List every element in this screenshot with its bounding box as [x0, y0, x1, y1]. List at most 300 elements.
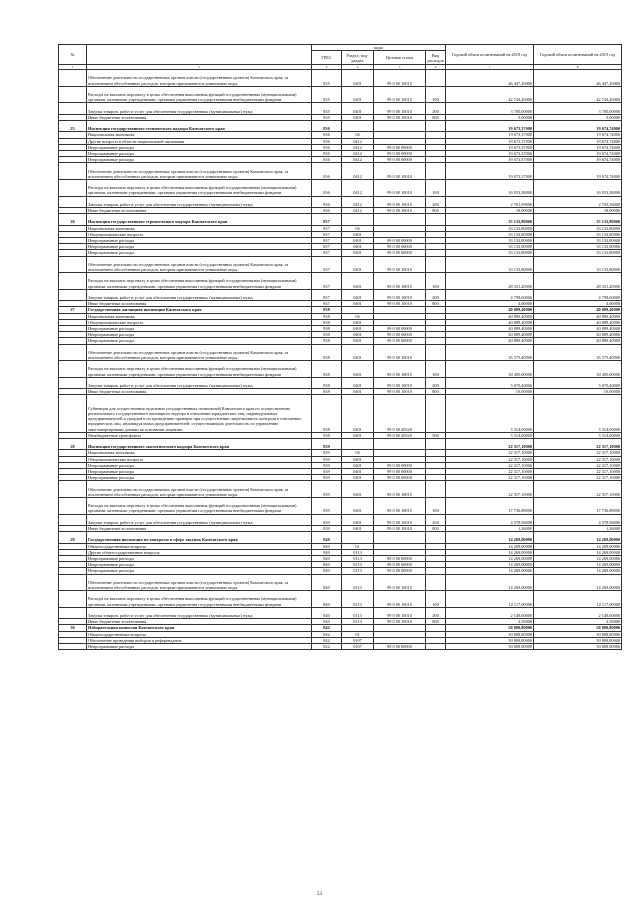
amount-2018-cell: 19 673,37000	[446, 163, 534, 180]
row-name-cell: Закупка товаров, работ и услуг для обеспечения государственных (муниципальных) нужд	[87, 607, 312, 618]
vr-cell: 100	[426, 179, 446, 196]
grbs-cell: 837	[312, 301, 342, 307]
vr-cell: 200	[426, 103, 446, 114]
grbs-cell: 838	[312, 307, 342, 313]
amount-2019-cell: 2 149,60000	[534, 607, 622, 618]
row-num-cell	[59, 70, 87, 87]
amount-2019-cell: 19 674,74000	[534, 163, 622, 180]
amount-2018-cell: 14 269,00000	[446, 555, 534, 561]
amount-2018-cell: 40 889,40000	[446, 332, 534, 338]
amount-2018-cell: 22 317,10000	[446, 450, 534, 456]
index-cell: 8	[534, 65, 622, 70]
row-num-cell	[59, 103, 87, 114]
grbs-cell: 838	[312, 344, 342, 361]
vr-cell: 800	[426, 207, 446, 213]
row-name-cell: Обеспечение деятельности государственных органов власти (государственных органов) Камчатского края, за исключением обособленных расходов, которым присваиваются уникальные коды.	[87, 481, 312, 498]
row-name-cell: Непрограммные расходы	[87, 325, 312, 331]
table-row	[59, 591, 622, 608]
amount-2018-cell: 19 673,37000	[446, 150, 534, 156]
row-name-cell: Иные бюджетные ассигнования	[87, 301, 312, 307]
csr-cell: 99 0 00 10010	[374, 344, 426, 361]
amount-2018-cell: 3,00000	[446, 114, 534, 120]
razdel-cell: 01	[342, 631, 374, 637]
amount-2018-cell: 19 673,37000	[446, 157, 534, 163]
razdel-cell: 0401	[342, 514, 374, 525]
vr-cell	[426, 214, 446, 225]
row-num-cell: 28	[59, 438, 87, 449]
amount-2018-cell: 14 269,00000	[446, 568, 534, 574]
organization-row	[59, 120, 622, 131]
grbs-cell: 835	[312, 70, 342, 87]
vr-cell: 200	[426, 514, 446, 525]
csr-cell: 99 0 00 00000	[374, 237, 426, 243]
csr-cell: 99 0 00 00000	[374, 462, 426, 468]
amount-2019-cell: 35 575,40000	[534, 344, 622, 361]
vr-cell: 100	[426, 497, 446, 514]
row-name-cell: Непрограммные расходы	[87, 332, 312, 338]
amount-2018-cell: 14 269,00000	[446, 543, 534, 549]
razdel-cell: 0401	[342, 395, 374, 432]
amount-2019-cell: 22 317,10000	[534, 468, 622, 474]
grbs-cell: 836	[312, 120, 342, 131]
grbs-cell: 836	[312, 132, 342, 138]
index-cell: 5	[374, 65, 426, 70]
amount-2019-cell: 33 133,80000	[534, 250, 622, 256]
razdel-cell	[342, 214, 374, 225]
vr-cell: 800	[426, 114, 446, 120]
amount-2018-cell: 10,00000	[446, 389, 534, 395]
vr-cell	[426, 70, 446, 87]
row-name-cell: Инспекция государственного строительного надзора Камчатского края	[87, 214, 312, 225]
razdel-cell: 0107	[342, 643, 374, 649]
razdel-cell: 01	[342, 543, 374, 549]
amount-2019-cell: 22 317,10000	[534, 481, 622, 498]
csr-cell: 99 0 00 10010	[374, 86, 426, 103]
razdel-cell: 04	[342, 450, 374, 456]
amount-2018-cell: 19 673,37000	[446, 138, 534, 144]
table-row	[59, 377, 622, 388]
amount-2019-cell: 22 317,10000	[534, 450, 622, 456]
razdel-cell: 0401	[342, 273, 374, 290]
amount-2019-cell: 40 889,40000	[534, 313, 622, 319]
row-name-cell: Расходы на выплаты персоналу в целях обеспечения выполнения функций государственными (муниципальными) органами, казенными учреждениями, органами управления государственными внебюджетными фондами	[87, 497, 312, 514]
amount-2019-cell: 17 736,88000	[534, 497, 622, 514]
grbs-cell: 836	[312, 144, 342, 150]
amount-2019-cell: 5 314,00000	[534, 432, 622, 438]
csr-cell: 99 0 00 10010	[374, 256, 426, 273]
row-num-cell	[59, 179, 87, 196]
razdel-cell	[342, 532, 374, 543]
csr-cell: 99 0 00 10010	[374, 301, 426, 307]
amount-2018-cell: 22 317,10000	[446, 481, 534, 498]
razdel-cell: 0401	[342, 475, 374, 481]
grbs-cell: 842	[312, 625, 342, 631]
vr-cell	[426, 256, 446, 273]
amount-2018-cell: 4,00000	[446, 301, 534, 307]
grbs-cell: 839	[312, 438, 342, 449]
grbs-cell: 838	[312, 313, 342, 319]
amount-2019-cell: 19 674,74000	[534, 138, 622, 144]
row-name-cell: Общегосударственные вопросы	[87, 543, 312, 549]
table-row	[59, 607, 622, 618]
amount-2019-cell: 4 578,96000	[534, 514, 622, 525]
row-num-cell	[59, 163, 87, 180]
amount-2018-cell: 22 317,10000	[446, 468, 534, 474]
razdel-cell: 0401	[342, 456, 374, 462]
grbs-cell: 840	[312, 591, 342, 608]
header-2018: Годовой объем ассигнований на 2018 год	[446, 45, 534, 65]
razdel-cell: 0113	[342, 568, 374, 574]
amount-2019-cell: 33 133,80000	[534, 231, 622, 237]
grbs-cell: 837	[312, 289, 342, 300]
row-name-cell: Непрограммные расходы	[87, 643, 312, 649]
grbs-cell: 839	[312, 497, 342, 514]
amount-2019-cell: 46 447,20000	[534, 70, 622, 87]
amount-2019-cell: 50 808,80000	[534, 637, 622, 643]
amount-2019-cell: 14 269,00000	[534, 562, 622, 568]
row-num-cell	[59, 86, 87, 103]
table-row	[59, 574, 622, 591]
csr-cell: 99 0 00 10010	[374, 103, 426, 114]
razdel-cell	[342, 120, 374, 131]
index-cell: 3	[312, 65, 342, 70]
amount-2018-cell: 19 673,37000	[446, 120, 534, 131]
vr-cell: 100	[426, 86, 446, 103]
amount-2018-cell: 46 447,20000	[446, 70, 534, 87]
row-name-cell: Непрограммные расходы	[87, 244, 312, 250]
razdel-cell: 0401	[342, 525, 374, 531]
header-vr: Вид расходов	[427, 52, 444, 63]
vr-cell	[426, 344, 446, 361]
vr-cell: 500	[426, 432, 446, 438]
row-name-cell: Обеспечение деятельности государственных органов власти (государственных органов) Камчатского края, за исключением обособленных расходов, которым присваиваются уникальные коды.	[87, 256, 312, 273]
table-row	[59, 86, 622, 103]
row-name-cell: Другие общегосударственные вопросы	[87, 549, 312, 555]
grbs-cell: 836	[312, 138, 342, 144]
grbs-cell: 836	[312, 196, 342, 207]
grbs-cell: 838	[312, 389, 342, 395]
row-num-cell: 26	[59, 214, 87, 225]
row-name-cell: Закупка товаров, работ и услуг для обеспечения государственных (муниципальных) нужд	[87, 103, 312, 114]
amount-2019-cell: 2,50000	[534, 619, 622, 625]
table-row	[59, 179, 622, 196]
razdel-cell: 0401	[342, 432, 374, 438]
amount-2018-cell: 33 133,80000	[446, 237, 534, 243]
amount-2018-cell: 17 736,88000	[446, 497, 534, 514]
amount-2018-cell: 33 133,80000	[446, 256, 534, 273]
row-num-cell	[59, 289, 87, 300]
table-row	[59, 497, 622, 514]
amount-2019-cell: 28 331,20000	[534, 273, 622, 290]
razdel-cell: 0412	[342, 196, 374, 207]
csr-cell: 99 0 00 00000	[374, 325, 426, 331]
amount-2018-cell: 50 808,80000	[446, 625, 534, 631]
vr-cell: 200	[426, 289, 446, 300]
header-codes: коды	[312, 45, 446, 51]
razdel-cell: 0401	[342, 361, 374, 378]
razdel-cell: 0401	[342, 103, 374, 114]
csr-cell	[374, 532, 426, 543]
row-num-cell	[59, 256, 87, 273]
row-name-cell: Иные бюджетные ассигнования	[87, 114, 312, 120]
razdel-cell	[342, 438, 374, 449]
csr-cell: 99 0 00 40320	[374, 432, 426, 438]
razdel-cell: 0113	[342, 549, 374, 555]
table-row	[59, 289, 622, 300]
amount-2019-cell: 16 953,38000	[534, 179, 622, 196]
razdel-cell: 0401	[342, 289, 374, 300]
header-num: №	[59, 45, 87, 65]
organization-row	[59, 438, 622, 449]
csr-cell: 99 0 00 00000	[374, 332, 426, 338]
index-cell: 2	[87, 65, 312, 70]
index-cell: 4	[342, 65, 374, 70]
row-num-cell	[59, 497, 87, 514]
row-name-cell: Расходы на выплаты персоналу в целях обеспечения выполнения функций государственными (муниципальными) органами, казенными учреждениями, органами управления государственными внебюджетными фондами	[87, 86, 312, 103]
table-row	[59, 163, 622, 180]
grbs-cell: 837	[312, 244, 342, 250]
amount-2019-cell: 18,00000	[534, 207, 622, 213]
grbs-cell: 839	[312, 525, 342, 531]
row-num-cell	[59, 377, 87, 388]
vr-cell	[426, 120, 446, 131]
amount-2019-cell: 4 798,60000	[534, 289, 622, 300]
grbs-cell: 838	[312, 338, 342, 344]
row-num-cell	[59, 591, 87, 608]
row-name-cell: Непрограммные расходы	[87, 468, 312, 474]
razdel-cell: 0412	[342, 157, 374, 163]
amount-2018-cell: 1,26000	[446, 525, 534, 531]
razdel-cell: 0412	[342, 163, 374, 180]
vr-cell: 800	[426, 389, 446, 395]
row-name-cell: Инспекция государственного экологического надзора Камчатского края	[87, 438, 312, 449]
row-name-cell: Непрограммные расходы	[87, 150, 312, 156]
razdel-cell: 0401	[342, 481, 374, 498]
amount-2018-cell: 4 578,96000	[446, 514, 534, 525]
razdel-cell: 0412	[342, 150, 374, 156]
amount-2018-cell: 50 808,80000	[446, 637, 534, 643]
amount-2019-cell: 5 070,40000	[534, 377, 622, 388]
amount-2019-cell: 1,26000	[534, 525, 622, 531]
row-num-cell	[59, 643, 87, 649]
csr-cell: 99 0 00 10010	[374, 273, 426, 290]
razdel-cell: 04	[342, 132, 374, 138]
row-name-cell: Межбюджетные трансферты	[87, 432, 312, 438]
row-name-cell: Обеспечение деятельности государственных органов власти (государственных органов) Камчатского края, за исключением обособленных расходов, которым присваиваются уникальные коды.	[87, 163, 312, 180]
razdel-cell: 0113	[342, 619, 374, 625]
csr-cell: 99 0 00 10010	[374, 619, 426, 625]
amount-2019-cell: 5 314,00000	[534, 395, 622, 432]
amount-2018-cell: 2 149,60000	[446, 607, 534, 618]
razdel-cell: 0401	[342, 462, 374, 468]
amount-2019-cell: 10,00000	[534, 389, 622, 395]
razdel-cell: 0401	[342, 344, 374, 361]
razdel-cell: 0401	[342, 301, 374, 307]
csr-cell: 99 0 00 10010	[374, 361, 426, 378]
amount-2019-cell: 14 269,00000	[534, 532, 622, 543]
amount-2018-cell: 40 889,40000	[446, 338, 534, 344]
csr-cell: 99 0 00 10010	[374, 196, 426, 207]
row-num-cell: 30	[59, 625, 87, 631]
grbs-cell: 838	[312, 377, 342, 388]
razdel-cell: 0401	[342, 256, 374, 273]
razdel-cell: 0401	[342, 250, 374, 256]
row-name-cell: Государственная жилищная инспекция Камчатского края	[87, 307, 312, 313]
grbs-cell: 836	[312, 157, 342, 163]
csr-cell: 99 0 00 00000	[374, 144, 426, 150]
amount-2019-cell: 33 133,80000	[534, 225, 622, 231]
csr-cell: 99 0 00 00000	[374, 338, 426, 344]
row-num-cell	[59, 344, 87, 361]
header-2019: Годовой объем ассигнований на 2019 год	[534, 45, 622, 65]
amount-2019-cell: 14 269,00000	[534, 555, 622, 561]
amount-2019-cell: 40 889,40000	[534, 332, 622, 338]
csr-cell: 99 0 00 10010	[374, 289, 426, 300]
amount-2018-cell: 5 314,00000	[446, 432, 534, 438]
amount-2019-cell: 22 317,10000	[534, 475, 622, 481]
row-name-cell: Непрограммные расходы	[87, 250, 312, 256]
grbs-cell: 837	[312, 256, 342, 273]
row-name-cell: Обеспечение проведения выборов и референдумов	[87, 637, 312, 643]
grbs-cell: 837	[312, 250, 342, 256]
csr-cell: 99 0 00 10010	[374, 70, 426, 87]
row-num-cell	[59, 273, 87, 290]
csr-cell: 99 0 00 10010	[374, 574, 426, 591]
row-name-cell: Закупка товаров, работ и услуг для обеспечения государственных (муниципальных) нужд	[87, 196, 312, 207]
row-name-cell: Инспекция государственного технического надзора Камчатского края	[87, 120, 312, 131]
amount-2018-cell: 28 331,20000	[446, 273, 534, 290]
csr-cell: 99 0 00 00000	[374, 250, 426, 256]
csr-cell	[374, 438, 426, 449]
row-num-cell	[59, 395, 87, 432]
row-name-cell: Общегосударственные вопросы	[87, 631, 312, 637]
amount-2019-cell: 33 133,80000	[534, 237, 622, 243]
vr-cell: 800	[426, 619, 446, 625]
razdel-cell: 0401	[342, 497, 374, 514]
vr-cell: 800	[426, 301, 446, 307]
amount-2019-cell: 22 317,10000	[534, 438, 622, 449]
amount-2019-cell: 4,00000	[534, 301, 622, 307]
razdel-cell: 0401	[342, 86, 374, 103]
row-name-cell: Непрограммные расходы	[87, 562, 312, 568]
row-name-cell: Общеэкономические вопросы	[87, 319, 312, 325]
csr-cell: 99 0 00 00000	[374, 468, 426, 474]
amount-2019-cell: 19 674,74000	[534, 120, 622, 131]
grbs-cell: 837	[312, 225, 342, 231]
row-num-cell: 29	[59, 532, 87, 543]
grbs-cell: 840	[312, 532, 342, 543]
grbs-cell: 842	[312, 631, 342, 637]
grbs-cell: 838	[312, 361, 342, 378]
csr-cell: 99 0 00 10010	[374, 481, 426, 498]
header-razdel: Раздел, под-раздел	[342, 51, 374, 65]
amount-2018-cell: 33 133,80000	[446, 214, 534, 225]
grbs-cell: 837	[312, 214, 342, 225]
amount-2019-cell: 33 133,80000	[534, 256, 622, 273]
razdel-cell: 0401	[342, 332, 374, 338]
row-name-cell: Иные бюджетные ассигнования	[87, 525, 312, 531]
amount-2019-cell: 14 269,00000	[534, 568, 622, 574]
grbs-cell: 838	[312, 319, 342, 325]
grbs-cell: 839	[312, 450, 342, 456]
razdel-cell: 0401	[342, 244, 374, 250]
vr-cell: 100	[426, 591, 446, 608]
csr-cell: 99 0 00 10010	[374, 525, 426, 531]
razdel-cell: 0401	[342, 319, 374, 325]
row-name-cell: Расходы на выплаты персоналу в целях обеспечения выполнения функций государственными (муниципальными) органами, казенными учреждениями, органами управления государственными внебюджетными фондами	[87, 591, 312, 608]
row-name-cell: Иные бюджетные ассигнования	[87, 619, 312, 625]
row-name-cell: Непрограммные расходы	[87, 475, 312, 481]
row-num-cell	[59, 514, 87, 525]
razdel-cell: 0113	[342, 591, 374, 608]
razdel-cell: 0412	[342, 179, 374, 196]
amount-2019-cell: 19 674,74000	[534, 144, 622, 150]
amount-2019-cell: 40 889,40000	[534, 325, 622, 331]
row-name-cell: Избирательная комиссия Камчатского края	[87, 625, 312, 631]
amount-2018-cell: 2,50000	[446, 619, 534, 625]
row-name-cell: Непрограммные расходы	[87, 144, 312, 150]
amount-2019-cell: 22 317,10000	[534, 456, 622, 462]
row-num-cell: 27	[59, 307, 87, 313]
table-header	[59, 45, 622, 70]
grbs-cell: 839	[312, 475, 342, 481]
table-row	[59, 103, 622, 114]
table-row	[59, 395, 622, 432]
grbs-cell: 836	[312, 207, 342, 213]
row-name-cell: Непрограммные расходы	[87, 555, 312, 561]
razdel-cell: 0412	[342, 138, 374, 144]
amount-2019-cell: 40 889,40000	[534, 338, 622, 344]
amount-2018-cell: 2 701,99000	[446, 196, 534, 207]
csr-cell: 99 0 00 10010	[374, 497, 426, 514]
amount-2019-cell: 2 703,36000	[534, 196, 622, 207]
row-name-cell: Национальная экономика	[87, 450, 312, 456]
row-name-cell: Обеспечение деятельности государственных органов власти (государственных органов) Камчатского края, за исключением обособленных расходов, которым присваиваются уникальные коды.	[87, 344, 312, 361]
razdel-cell: 0401	[342, 70, 374, 87]
row-name-cell: Расходы на выплаты персоналу в целях обеспечения выполнения функций государственными (муниципальными) органами, казенными учреждениями, органами управления государственными внебюджетными фондами	[87, 273, 312, 290]
amount-2019-cell: 19 674,74000	[534, 132, 622, 138]
grbs-cell: 838	[312, 395, 342, 432]
csr-cell: 99 0 00 10010	[374, 389, 426, 395]
vr-cell: 100	[426, 273, 446, 290]
row-num-cell: 25	[59, 120, 87, 131]
csr-cell: 99 0 00 10010	[374, 514, 426, 525]
amount-2018-cell: 50 808,80000	[446, 631, 534, 637]
grbs-cell: 838	[312, 325, 342, 331]
amount-2019-cell: 42 744,20000	[534, 86, 622, 103]
amount-2019-cell: 12 117,00000	[534, 591, 622, 608]
grbs-cell: 839	[312, 462, 342, 468]
row-name-cell: Иные бюджетные ассигнования	[87, 207, 312, 213]
csr-cell: 99 0 00 00000	[374, 568, 426, 574]
row-name-cell: Общеэкономические вопросы	[87, 231, 312, 237]
amount-2018-cell: 40 889,40000	[446, 307, 534, 313]
amount-2018-cell: 42 744,20000	[446, 86, 534, 103]
vr-cell	[426, 481, 446, 498]
grbs-cell: 839	[312, 468, 342, 474]
amount-2018-cell: 40 889,40000	[446, 319, 534, 325]
row-name-cell: Государственная инспекция по контролю в сфере закупок Камчатского края	[87, 532, 312, 543]
razdel-cell: 0401	[342, 389, 374, 395]
amount-2019-cell: 50 808,80000	[534, 631, 622, 637]
table-row	[59, 481, 622, 498]
vr-cell	[426, 532, 446, 543]
grbs-cell: 835	[312, 86, 342, 103]
row-name-cell: Национальная экономика	[87, 225, 312, 231]
vr-cell: 200	[426, 377, 446, 388]
csr-cell	[374, 214, 426, 225]
row-name-cell: Непрограммные расходы	[87, 157, 312, 163]
